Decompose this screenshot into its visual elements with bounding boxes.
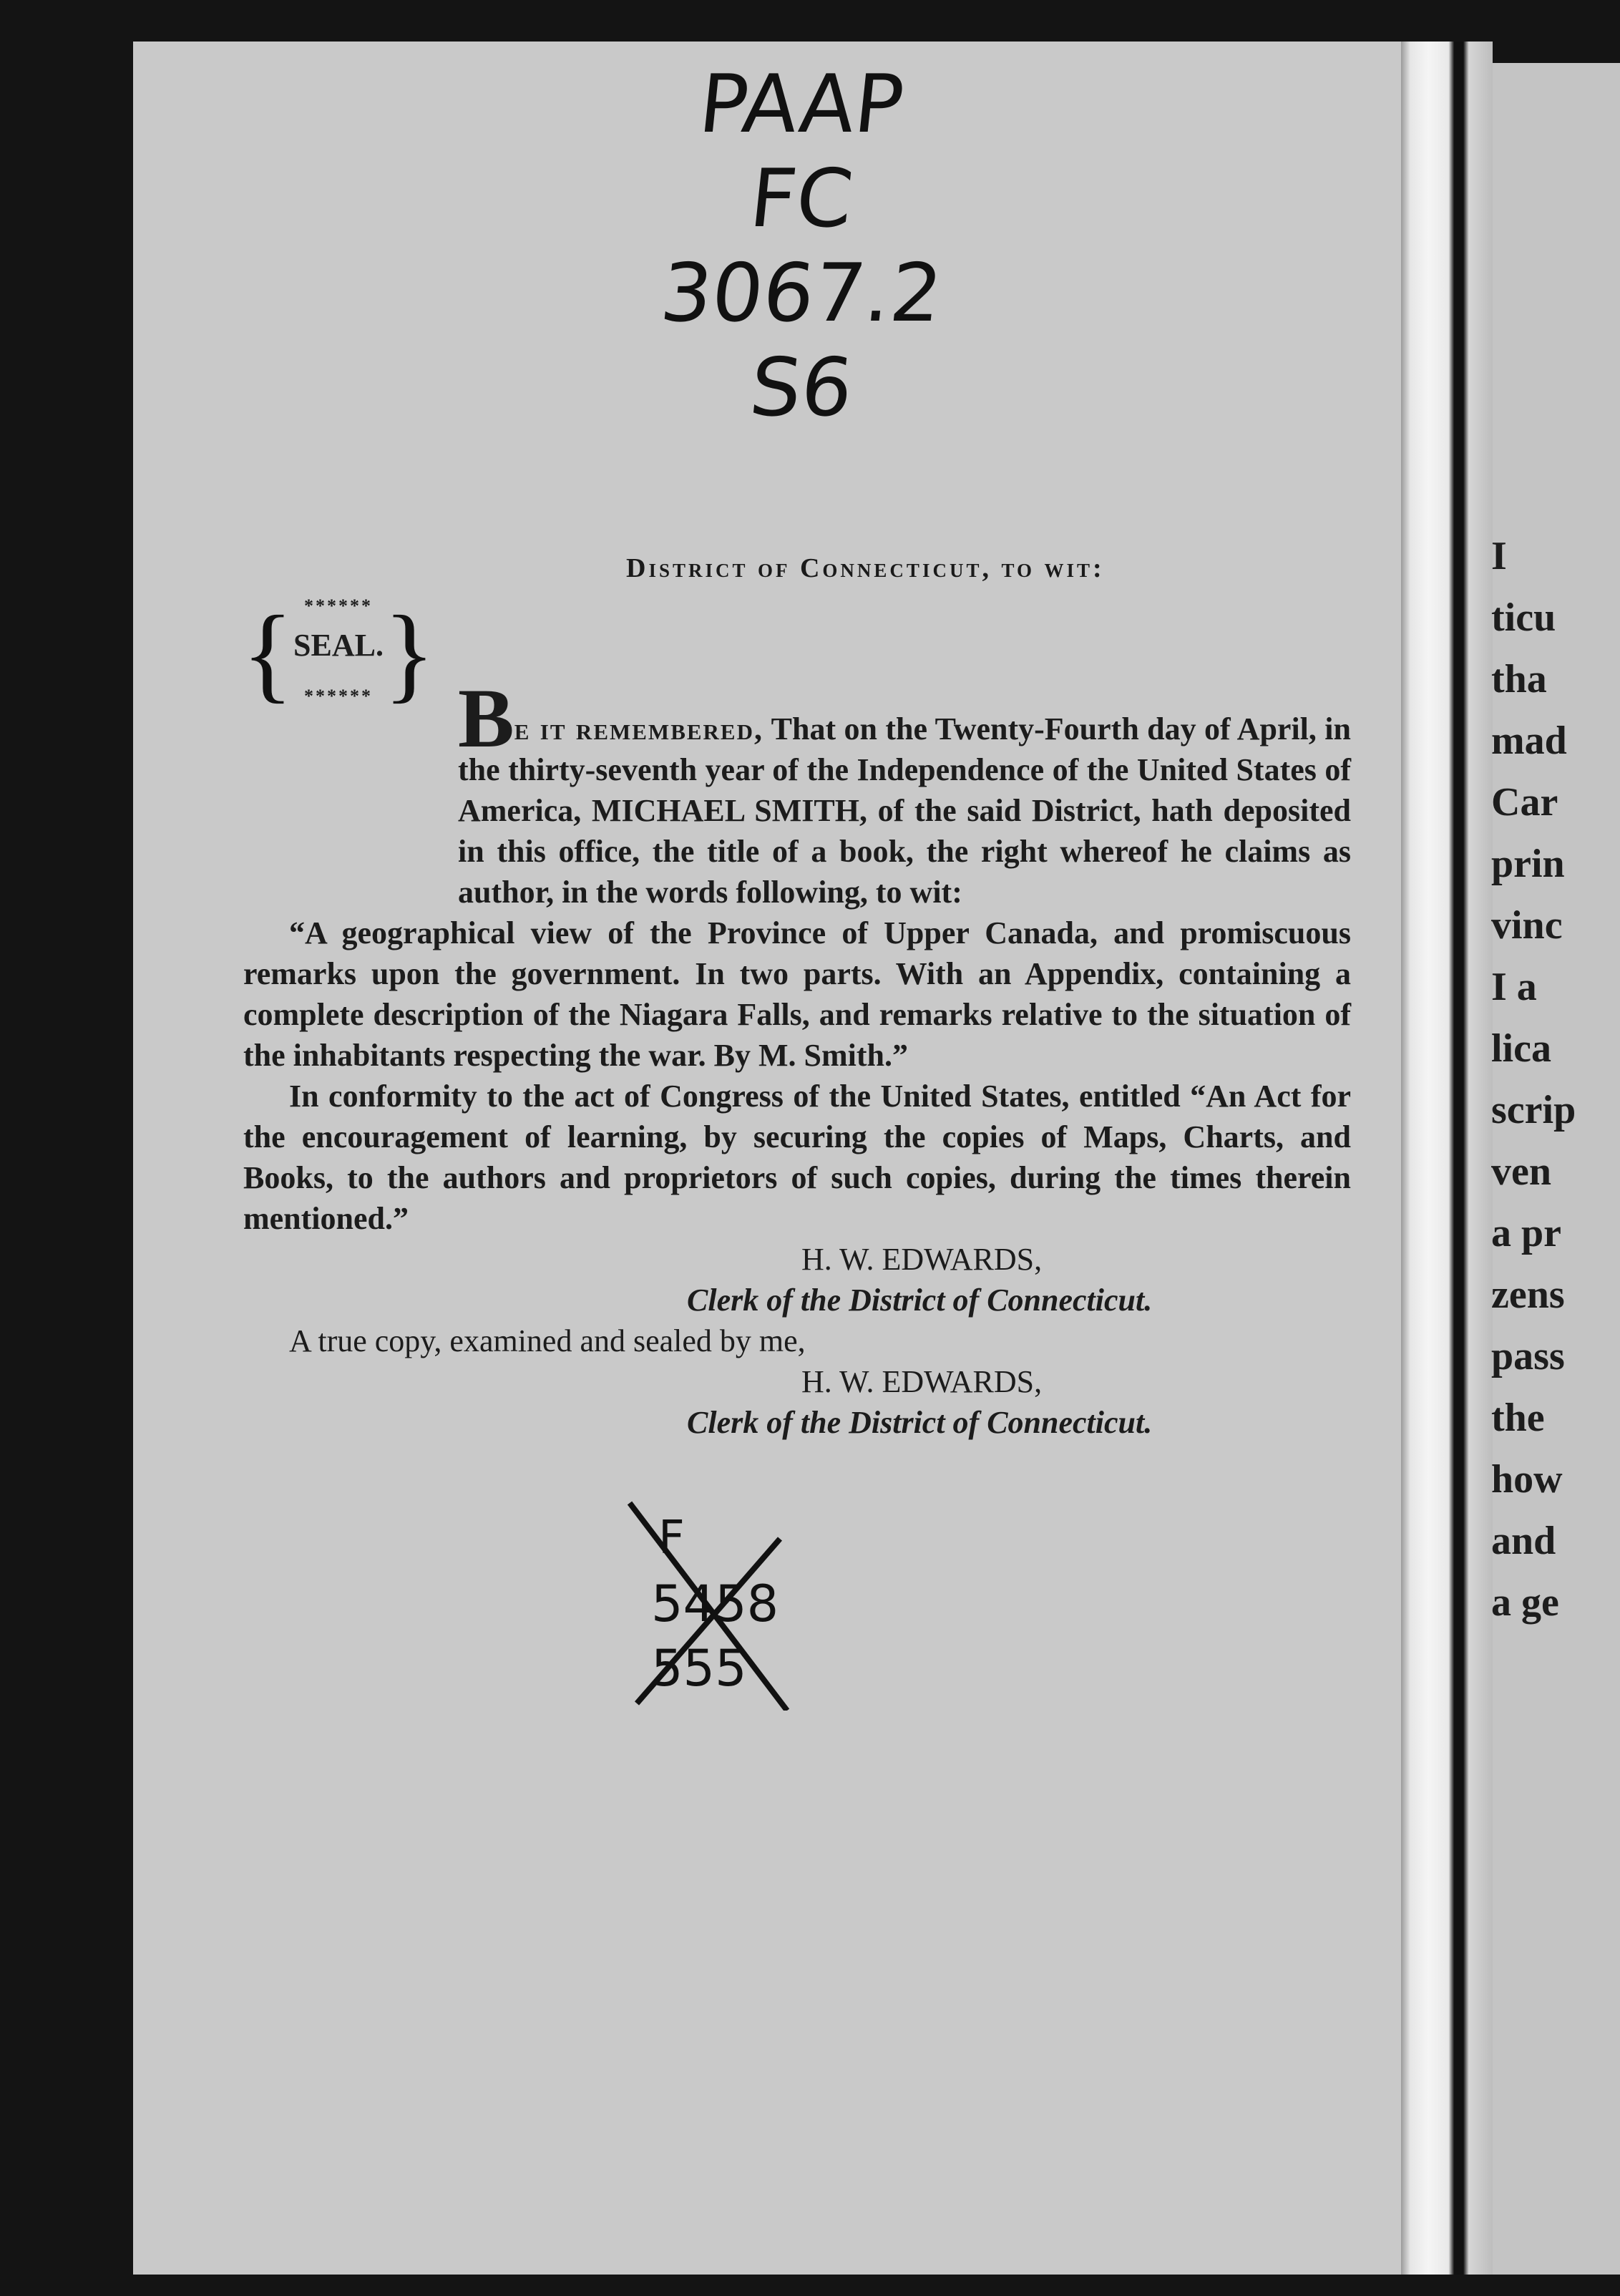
paragraph-remembered (243, 671, 1352, 913)
signature-name: H. W. EDWARDS, (801, 1364, 1043, 1399)
call-number-line: 3067.2 (656, 247, 947, 340)
facing-page-fragment: Car (1491, 780, 1558, 824)
facing-page-fragment: pass (1491, 1334, 1565, 1378)
smallcaps-lead: e it remembered, (514, 711, 764, 746)
cancel-mark-text: 5458 (651, 1575, 779, 1633)
facing-page-fragment: I a (1491, 965, 1537, 1009)
seal-stars-top: ****** (304, 595, 373, 616)
facing-page-fragment: scrip (1491, 1088, 1576, 1132)
book-gutter (1401, 42, 1493, 2275)
facing-page-fragment: a ge (1491, 1580, 1559, 1625)
facing-page-fragment: I (1491, 534, 1507, 578)
left-brace: { (242, 594, 293, 713)
signature-name: H. W. EDWARDS, (801, 1242, 1043, 1277)
seal-stars-bottom: ****** (304, 686, 373, 706)
facing-page-fragment: mad (1491, 719, 1567, 763)
true-copy-line: A true copy, examined and sealed by me, (289, 1323, 806, 1358)
cancel-cross-icon (615, 1496, 816, 1711)
facing-page-fragment: vinc (1491, 903, 1563, 948)
facing-page-fragment: zens (1491, 1273, 1565, 1317)
drop-cap: B (458, 671, 514, 765)
paragraph-conformity: In conformity to the act of Congress of the United States, entitled “An Act for the encouragement of learning, by securing the copies of Maps, Charts, and Books, to the authors and proprietors of such copies, during the times therein mentioned.” (243, 1079, 1351, 1236)
cancel-mark-text: 555 (651, 1639, 747, 1698)
call-number-line: S6 (745, 341, 858, 434)
signature-title: Clerk of the District of Connecticut. (687, 1405, 1153, 1440)
cancel-mark-text: F (658, 1512, 685, 1565)
district-heading: District of Connecticut, to wit: (626, 553, 1105, 583)
facing-page-fragment: ticu (1491, 595, 1556, 640)
copyright-notice (243, 671, 1352, 1443)
facing-page-fragment: prin (1491, 842, 1565, 886)
right-brace: } (384, 594, 435, 713)
paragraph-title-quote: “A geographical view of the Province of Upper Canada, and promiscuous remarks upon the government. In two parts. With an Appendix, containing a complete description of the Niagara Falls, and remarks relative to the situation of the inhabitants respecting the war. By M. Smith.” (243, 915, 1351, 1073)
facing-page-fragment: and (1491, 1519, 1556, 1563)
seal-label: SEAL. (293, 628, 384, 663)
facing-page-fragment: lica (1491, 1026, 1551, 1071)
handwritten-call-number (630, 57, 973, 435)
call-number-line: FC (745, 152, 858, 245)
call-number-line: PAAP (695, 58, 908, 151)
handwritten-cancel-mark (615, 1496, 816, 1711)
signature-title: Clerk of the District of Connecticut. (687, 1283, 1153, 1318)
facing-page-fragment: tha (1491, 657, 1547, 701)
paragraph-text: That on the Twenty-Fourth day of April, in the thirty-seventh year of the Independence of the United States of America, MICHAEL SMITH, of the said District, hath deposited in this office, the title of a book, the right whereof he claims as author, in the words following, to wit: (458, 711, 1352, 910)
facing-page-fragment: how (1491, 1457, 1563, 1502)
facing-page-text (1491, 525, 1576, 1633)
facing-page-fragment: the (1491, 1396, 1545, 1440)
facing-page-fragment: a pr (1491, 1211, 1561, 1255)
facing-page-fragment: ven (1491, 1149, 1551, 1194)
